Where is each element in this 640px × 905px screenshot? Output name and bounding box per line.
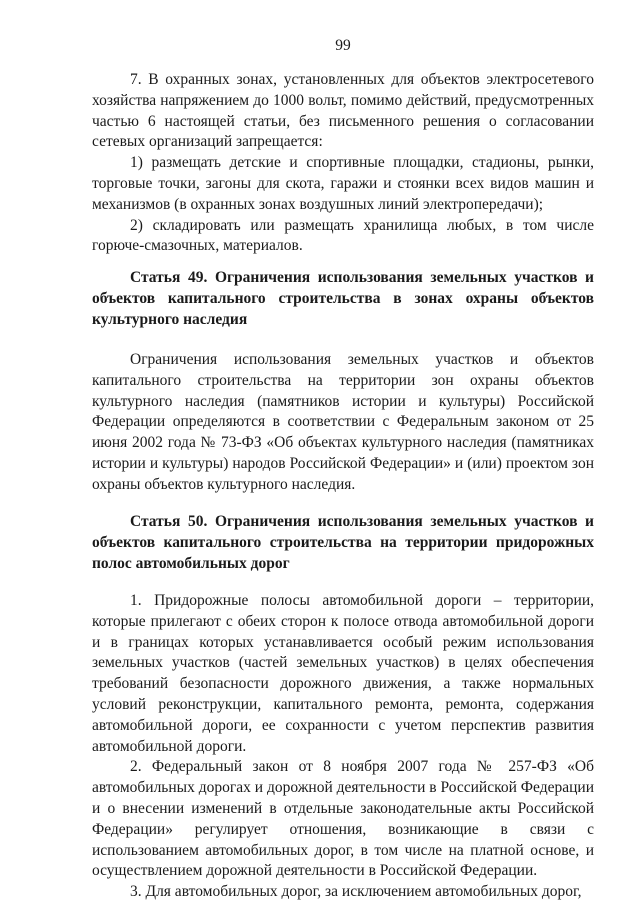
article-49-body [92, 350, 594, 496]
article-49-paragraph: Ограничения использования земельных участков и объектов капитального строительства на территории зон охраны объектов культурного наследия (памятников истории и культуры) Российской Федерации определяются в соответствии с Федеральным законом от 25 июня 2002 года № 73-ФЗ «Об объектах культурного наследия (памятниках истории и культуры) народов Российской Федерации» и (или) проектом зон охраны объектов культурного наследия. [92, 351, 594, 493]
article-49-heading: Статья 49. Ограничения использования земельных участков и объектов капитального строительства в зонах охраны объектов культурного наследия [92, 269, 594, 328]
article-50-paragraph-3: 3. Для автомобильных дорог, за исключением автомобильных дорог, [130, 883, 582, 901]
article-49 [92, 268, 594, 330]
article-50-body [92, 591, 594, 903]
article-50-paragraph-1: 1. Придорожные полосы автомобильной дороги – территории, которые прилегают с обеих сторон к полосе отвода автомобильной дороги и в границах которых устанавливается особый режим использования земельных участков (частей земельных участков) в целях обеспечения требований безопасности дорожного движения, а также нормальных условий реконструкции, капитального ремонта, ремонта, содержания автомобильной дороги, ее сохранности с учетом перспектив развития автомобильной дороги. [92, 592, 594, 755]
section-continuation [92, 70, 594, 257]
paragraph-7: 7. В охранных зонах, установленных для объектов электросетевого хозяйства напряжением до 1000 вольт, помимо действий, предусмотренных частью 6 настоящей статьи, без письменного решения о согласовании сетевых организаций запрещается: [92, 71, 594, 151]
page-number: 99 [335, 37, 351, 54]
list-item-2: 2) складировать или размещать хранилища любых, в том числе горюче-смазочных, материалов. [92, 216, 594, 255]
article-50-heading: Статья 50. Ограничения использования земельных участков и объектов капитального строительства на территории придорожных полос автомобильных дорог [92, 513, 594, 572]
article-50 [92, 512, 594, 574]
article-50-paragraph-2: 2. Федеральный закон от 8 ноября 2007 года № 257-ФЗ «Об автомобильных дорогах и дорожной деятельности в Российской Федерации и о внесении изменений в отдельные законодательные акты Российской Федерации» регулирует отношения, возникающие в связи с использованием автомобильных дорог, в том числе на платной основе, и осуществлением дорожной деятельности в Российской Федерации. [92, 758, 594, 880]
list-item-1: 1) размещать детские и спортивные площадки, стадионы, рынки, торговые точки, загоны для скота, гаражи и стоянки всех видов машин и механизмов (в охранных зонах воздушных линий электропередачи); [92, 154, 594, 213]
